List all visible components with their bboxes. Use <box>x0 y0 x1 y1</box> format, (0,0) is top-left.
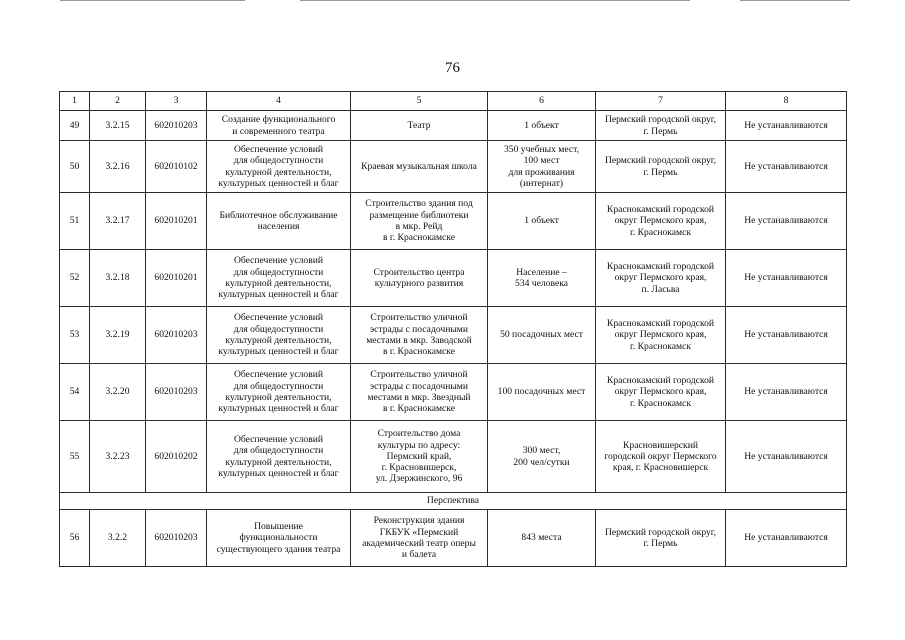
cell-capacity: 843 места <box>488 510 596 567</box>
cell-purpose: Обеспечение условий для общедоступности культурной деятельности, культурных ценностей и благ <box>207 421 351 493</box>
column-header: 8 <box>726 92 847 111</box>
cell-object: Реконструкция здания ГКБУК «Пермский академический театр оперы и балета <box>351 510 488 567</box>
cell-row-number: 52 <box>60 250 90 307</box>
page-number: 76 <box>445 60 460 76</box>
section-row <box>60 493 847 510</box>
column-header: 4 <box>207 92 351 111</box>
cell-id: 602010202 <box>146 421 207 493</box>
cell-code: 3.2.17 <box>90 193 146 250</box>
cell-zones: Не устанавливаются <box>726 307 847 364</box>
cell-zones: Не устанавливаются <box>726 193 847 250</box>
cell-capacity: 300 мест, 200 чел/сутки <box>488 421 596 493</box>
cell-object: Строительство здания под размещение библиотеки в мкр. Рейд в г. Краснокамске <box>351 193 488 250</box>
cell-id: 602010203 <box>146 307 207 364</box>
cell-object: Краевая музыкальная школа <box>351 141 488 193</box>
table-row <box>60 307 847 364</box>
table-row <box>60 421 847 493</box>
table-row <box>60 141 847 193</box>
cell-code: 3.2.20 <box>90 364 146 421</box>
column-header: 6 <box>488 92 596 111</box>
cell-zones: Не устанавливаются <box>726 364 847 421</box>
column-header: 2 <box>90 92 146 111</box>
cell-code: 3.2.18 <box>90 250 146 307</box>
cell-location: Пермский городской округ, г. Пермь <box>596 141 726 193</box>
cell-purpose: Создание функционального и современного театра <box>207 111 351 141</box>
table-body-perspective <box>60 510 847 567</box>
cell-row-number: 50 <box>60 141 90 193</box>
cell-purpose: Обеспечение условий для общедоступности культурной деятельности, культурных ценностей и благ <box>207 250 351 307</box>
cell-code: 3.2.16 <box>90 141 146 193</box>
cell-location: Красновишерский городской округ Пермского края, г. Красновишерск <box>596 421 726 493</box>
table-header-row <box>60 92 847 111</box>
cell-capacity: 50 посадочных мест <box>488 307 596 364</box>
cell-code: 3.2.2 <box>90 510 146 567</box>
table-section <box>60 493 847 510</box>
cell-capacity: Население – 534 человека <box>488 250 596 307</box>
table-row <box>60 250 847 307</box>
section-title: Перспектива <box>60 493 847 510</box>
column-header: 7 <box>596 92 726 111</box>
column-header: 1 <box>60 92 90 111</box>
table-row <box>60 111 847 141</box>
cell-id: 602010201 <box>146 250 207 307</box>
cell-capacity: 1 объект <box>488 193 596 250</box>
cell-purpose: Обеспечение условий для общедоступности культурной деятельности, культурных ценностей и благ <box>207 364 351 421</box>
cell-location: Пермский городской округ, г. Пермь <box>596 111 726 141</box>
cell-location: Краснокамский городской округ Пермского края, г. Краснокамск <box>596 307 726 364</box>
cell-capacity: 100 посадочных мест <box>488 364 596 421</box>
column-header: 5 <box>351 92 488 111</box>
cell-row-number: 55 <box>60 421 90 493</box>
cell-capacity: 350 учебных мест, 100 мест для проживания (интернат) <box>488 141 596 193</box>
cell-object: Строительство дома культуры по адресу: Пермский край, г. Красновишерск, ул. Дзержинского, 96 <box>351 421 488 493</box>
cell-row-number: 53 <box>60 307 90 364</box>
cell-location: Пермский городской округ, г. Пермь <box>596 510 726 567</box>
cell-location: Краснокамский городской округ Пермского края, г. Краснокамск <box>596 364 726 421</box>
cell-id: 602010201 <box>146 193 207 250</box>
cell-purpose: Библиотечное обслуживание населения <box>207 193 351 250</box>
cell-code: 3.2.23 <box>90 421 146 493</box>
cell-location: Краснокамский городской округ Пермского края, г. Краснокамск <box>596 193 726 250</box>
cell-code: 3.2.15 <box>90 111 146 141</box>
cell-id: 602010203 <box>146 111 207 141</box>
table-body-main <box>60 111 847 493</box>
cell-id: 602010102 <box>146 141 207 193</box>
cell-row-number: 56 <box>60 510 90 567</box>
cell-location: Краснокамский городской округ Пермского края, п. Ласьва <box>596 250 726 307</box>
cell-object: Строительство центра культурного развития <box>351 250 488 307</box>
objects-table <box>59 91 847 567</box>
table-row <box>60 510 847 567</box>
table-row <box>60 193 847 250</box>
cell-object: Строительство уличной эстрады с посадочными местами в мкр. Звездный в г. Краснокамске <box>351 364 488 421</box>
column-header: 3 <box>146 92 207 111</box>
cell-object: Строительство уличной эстрады с посадочными местами в мкр. Заводской в г. Краснокамске <box>351 307 488 364</box>
cell-purpose: Обеспечение условий для общедоступности культурной деятельности, культурных ценностей и благ <box>207 141 351 193</box>
cell-capacity: 1 объект <box>488 111 596 141</box>
cell-row-number: 54 <box>60 364 90 421</box>
cell-zones: Не устанавливаются <box>726 421 847 493</box>
cell-zones: Не устанавливаются <box>726 141 847 193</box>
table-row <box>60 364 847 421</box>
cell-zones: Не устанавливаются <box>726 250 847 307</box>
cell-purpose: Обеспечение условий для общедоступности культурной деятельности, культурных ценностей и благ <box>207 307 351 364</box>
cell-id: 602010203 <box>146 510 207 567</box>
cell-row-number: 49 <box>60 111 90 141</box>
cell-object: Театр <box>351 111 488 141</box>
cell-row-number: 51 <box>60 193 90 250</box>
cell-zones: Не устанавливаются <box>726 510 847 567</box>
cell-purpose: Повышение функциональности существующего здания театра <box>207 510 351 567</box>
cell-zones: Не устанавливаются <box>726 111 847 141</box>
cell-id: 602010203 <box>146 364 207 421</box>
cell-code: 3.2.19 <box>90 307 146 364</box>
